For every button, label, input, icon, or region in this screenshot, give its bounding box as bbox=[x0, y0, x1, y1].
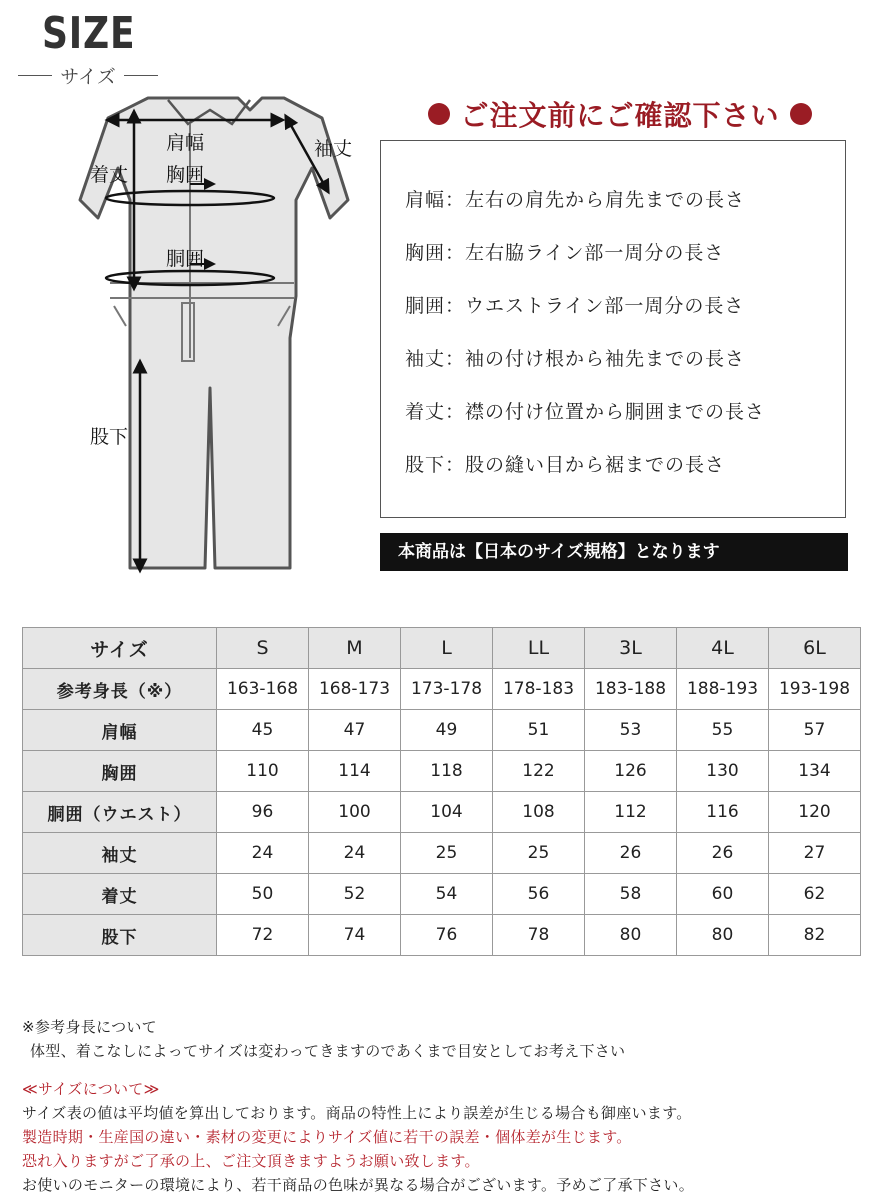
table-cell: 24 bbox=[217, 833, 309, 874]
table-cell: 49 bbox=[401, 710, 493, 751]
definition-inseam: 股下：股の縫い目から裾までの長さ bbox=[405, 454, 726, 476]
divider bbox=[18, 75, 52, 76]
size-col-header: 6L bbox=[769, 628, 861, 669]
coverall-diagram bbox=[70, 88, 370, 578]
table-cell: 53 bbox=[585, 710, 677, 751]
table-cell: 134 bbox=[769, 751, 861, 792]
table-cell: 27 bbox=[769, 833, 861, 874]
bullet-dot-icon bbox=[428, 103, 450, 125]
table-cell: 163-168 bbox=[217, 669, 309, 710]
table-cell: 120 bbox=[769, 792, 861, 833]
table-cell: 56 bbox=[493, 874, 585, 915]
table-cell: 80 bbox=[585, 915, 677, 956]
row-label: 着丈 bbox=[23, 874, 217, 915]
table-cell: 60 bbox=[677, 874, 769, 915]
measurement-definitions bbox=[380, 140, 846, 518]
table-cell: 100 bbox=[309, 792, 401, 833]
table-cell: 168-173 bbox=[309, 669, 401, 710]
definition-shoulder: 肩幅：左右の肩先から肩先までの長さ bbox=[405, 189, 746, 211]
row-label: 股下 bbox=[23, 915, 217, 956]
size-col-header: M bbox=[309, 628, 401, 669]
table-cell: 54 bbox=[401, 874, 493, 915]
table-cell: 72 bbox=[217, 915, 309, 956]
table-cell: 188-193 bbox=[677, 669, 769, 710]
table-header-label: サイズ bbox=[23, 628, 217, 669]
table-cell: 104 bbox=[401, 792, 493, 833]
size-col-header: 4L bbox=[677, 628, 769, 669]
table-row bbox=[23, 710, 861, 751]
japan-size-banner: 本商品は【日本のサイズ規格】となります bbox=[380, 533, 848, 571]
label-shoulder: 肩幅 bbox=[166, 132, 205, 154]
table-cell: 52 bbox=[309, 874, 401, 915]
table-row bbox=[23, 833, 861, 874]
size-col-header: S bbox=[217, 628, 309, 669]
table-cell: 55 bbox=[677, 710, 769, 751]
label-sleeve: 袖丈 bbox=[314, 138, 353, 160]
row-label: 胸囲 bbox=[23, 751, 217, 792]
size-col-header: 3L bbox=[585, 628, 677, 669]
table-cell: 193-198 bbox=[769, 669, 861, 710]
label-waist: 胴囲 bbox=[166, 248, 205, 270]
table-row bbox=[23, 874, 861, 915]
size-note-line: 恐れ入りますがご了承の上、ご注文頂きますようお願い致します。 bbox=[22, 1152, 480, 1170]
table-cell: 110 bbox=[217, 751, 309, 792]
table-cell: 126 bbox=[585, 751, 677, 792]
table-cell: 78 bbox=[493, 915, 585, 956]
table-cell: 112 bbox=[585, 792, 677, 833]
table-cell: 122 bbox=[493, 751, 585, 792]
table-cell: 24 bbox=[309, 833, 401, 874]
table-cell: 26 bbox=[585, 833, 677, 874]
table-cell: 118 bbox=[401, 751, 493, 792]
definition-sleeve: 袖丈：袖の付け根から袖先までの長さ bbox=[405, 348, 746, 370]
table-cell: 51 bbox=[493, 710, 585, 751]
notice-title bbox=[410, 94, 830, 134]
table-cell: 47 bbox=[309, 710, 401, 751]
table-cell: 82 bbox=[769, 915, 861, 956]
table-header-row bbox=[23, 628, 861, 669]
table-cell: 178-183 bbox=[493, 669, 585, 710]
table-cell: 183-188 bbox=[585, 669, 677, 710]
label-inseam: 股下 bbox=[90, 426, 129, 448]
table-cell: 58 bbox=[585, 874, 677, 915]
table-cell: 25 bbox=[493, 833, 585, 874]
table-cell: 50 bbox=[217, 874, 309, 915]
definition-chest: 胸囲：左右脇ライン部一周分の長さ bbox=[405, 242, 725, 264]
size-subheading bbox=[18, 62, 158, 89]
reference-height-note-body: 体型、着こなしによってサイズは変わってきますのであくまで目安としてお考え下さい bbox=[30, 1042, 626, 1060]
table-cell: 173-178 bbox=[401, 669, 493, 710]
size-heading: SIZE bbox=[42, 8, 136, 59]
table-cell: 74 bbox=[309, 915, 401, 956]
size-table bbox=[22, 627, 861, 956]
table-cell: 96 bbox=[217, 792, 309, 833]
table-row bbox=[23, 915, 861, 956]
divider bbox=[124, 75, 158, 76]
size-note-line: 製造時期・生産国の違い・素材の変更によりサイズ値に若干の誤差・個体差が生じます。 bbox=[22, 1128, 632, 1146]
size-col-header: L bbox=[401, 628, 493, 669]
row-label: 参考身長（※） bbox=[23, 669, 217, 710]
row-label: 肩幅 bbox=[23, 710, 217, 751]
label-chest: 胸囲 bbox=[166, 164, 205, 186]
row-label: 胴囲（ウエスト） bbox=[23, 792, 217, 833]
table-cell: 116 bbox=[677, 792, 769, 833]
label-length: 着丈 bbox=[90, 164, 129, 186]
table-cell: 26 bbox=[677, 833, 769, 874]
size-note-line: サイズ表の値は平均値を算出しております。商品の特性上により誤差が生じる場合も御座います。 bbox=[22, 1104, 692, 1122]
size-subheading-text: サイズ bbox=[60, 66, 116, 88]
table-cell: 76 bbox=[401, 915, 493, 956]
row-label: 袖丈 bbox=[23, 833, 217, 874]
definition-waist: 胴囲：ウエストライン部一周分の長さ bbox=[405, 295, 745, 317]
table-cell: 25 bbox=[401, 833, 493, 874]
bullet-dot-icon bbox=[790, 103, 812, 125]
size-col-header: LL bbox=[493, 628, 585, 669]
table-cell: 57 bbox=[769, 710, 861, 751]
table-cell: 130 bbox=[677, 751, 769, 792]
notice-title-text: ご注文前にご確認下さい bbox=[460, 99, 780, 132]
table-cell: 45 bbox=[217, 710, 309, 751]
table-row bbox=[23, 669, 861, 710]
size-note-title: ≪サイズについて≫ bbox=[22, 1080, 160, 1098]
table-cell: 62 bbox=[769, 874, 861, 915]
table-cell: 114 bbox=[309, 751, 401, 792]
table-cell: 80 bbox=[677, 915, 769, 956]
size-note-line: お使いのモニターの環境により、若干商品の色味が異なる場合がございます。予めご了承下さい。 bbox=[22, 1176, 695, 1194]
table-row bbox=[23, 751, 861, 792]
definition-length: 着丈：襟の付け位置から胴囲までの長さ bbox=[405, 401, 766, 423]
table-row bbox=[23, 792, 861, 833]
table-cell: 108 bbox=[493, 792, 585, 833]
reference-height-note-title: ※参考身長について bbox=[22, 1018, 157, 1036]
